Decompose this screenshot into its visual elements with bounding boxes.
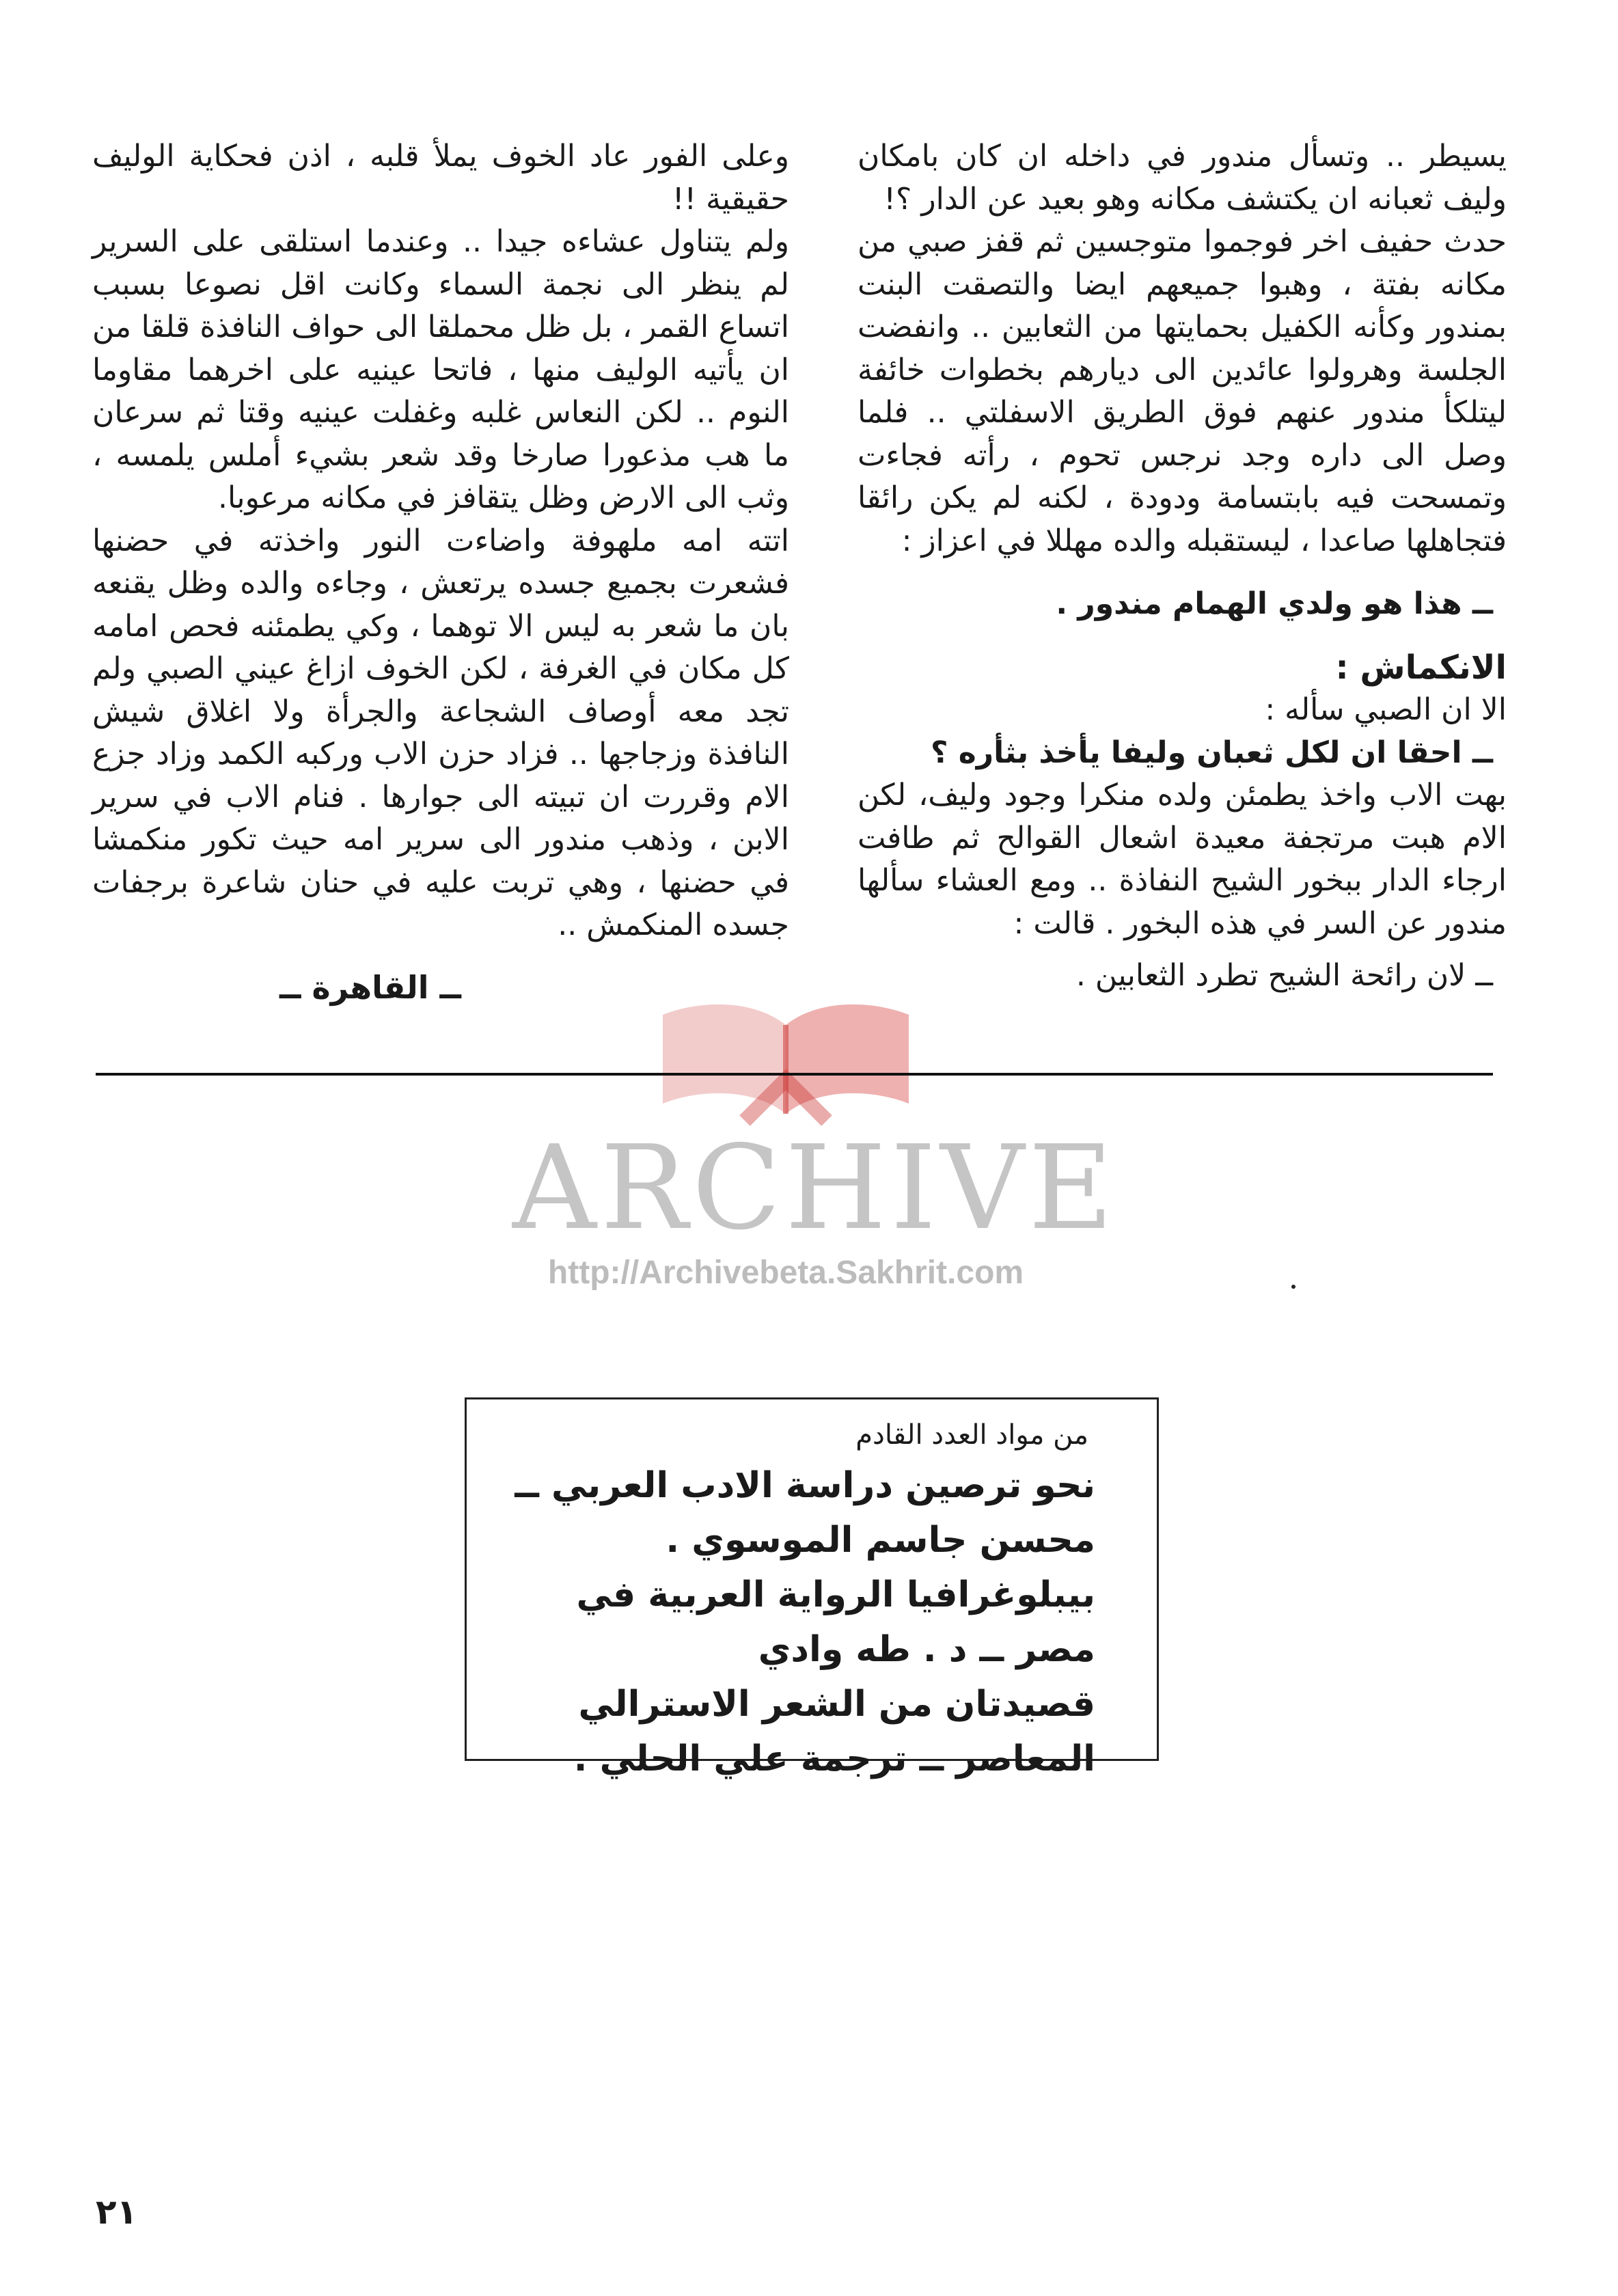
paragraph: ولم يتناول عشاءه جيدا .. وعندما استلقى على السرير لم ينظر الى نجمة السماء وكانت اقل نصوعا بسبب اتساع القمر ، بل ظل محملقا الى حواف النافذة قلقا من ان يأتيه الوليف منها ، فاتحا عينيه على اخرهما مقاوما النوم .. لكن النعاس غلبه وغفلت عينيه وقتا ثم سرعان ما هب مذعورا صارخا وقد شعر بشيء أملس يلمسه ، وثب الى الارض وظل يتقافز في مكانه مرعوبا.	[92, 224, 789, 515]
archive-watermark	[478, 984, 1118, 1291]
paragraph: حدث حفيف اخر فوجموا متوجسين ثم قفز صبي من مكانه بفتة ، وهبوا جميعهم ايضا والتصقت البنت بمندور وكأنه الكفيل بحمايتها من الثعابين .. وانفضت الجلسة وهرولوا عائدين الى ديارهم بخطوات خائفة ليتلكأ مندور عنهم فوق الطريق الاسفلتي .. فلما وصل الى داره وجد نرجس تحوم ، رأته فجاءت وتمسحت فيه بابتسامة ودودة ، لكنه لم يكن رائقا فتجاهلها صاعدا ، ليستقبله والده مهللا في اعزاز :	[858, 224, 1507, 558]
book-logo-icon	[642, 984, 929, 1141]
next-issue-label: من مواد العدد القادم	[855, 1419, 1088, 1451]
paragraph: بهت الاب واخذ يطمئن ولده منكرا وجود وليف، لكن الام هبت مرتجفة معيدة اشعال القوالح ثم طافت ارجاء الدار ببخور الشيح النفاذة .. ومع العشاء سألها مندور عن السر في هذه البخور . قالت :	[858, 778, 1507, 941]
spacer	[858, 945, 1507, 955]
paragraph: وعلى الفور عاد الخوف يملأ قلبه ، اذن فحكاية الوليف حقيقية !!	[92, 139, 789, 217]
paragraph: اتته امه ملهوفة واضاءت النور واخذته في حضنها فشعرت بجميع جسده يرتعش ، وجاءه والده وظل يقنعه بان ما شعر به ليس الا توهما ، وكي يطمئنه فحص امامه كل مكان في الغرفة ، لكن الخوف ازاغ عيني الصبي ولم تجد معه أوصاف الشجاعة والجرأة ولا اغلاق شيش النافذة وزجاجها .. فزاد حزن الاب وركبه الكمد وزاد جزع الام وقررت ان تبيته الى جوارها . فنام الاب في سرير الابن ، وذهب مندور الى سرير امه حيث تكور منكمشا في حضنها ، وهي تربت عليه في حنان شاعرة برجفات جسده المنكمش ..	[92, 523, 789, 942]
signature-location: ــ القاهرة ــ	[279, 969, 461, 1006]
right-column	[858, 135, 1507, 998]
spacer	[858, 626, 1507, 646]
paragraph: يسيطر .. وتسأل مندور في داخله ان كان بامكان وليف ثعبانه ان يكتشف مكانه وهو بعيد عن الدار ؟!	[858, 139, 1507, 217]
next-issue-item: نحو ترصين دراسة الادب العربي ــ محسن جاسم الموسوي .	[515, 1465, 1095, 1561]
section-heading: الانكماش :	[1335, 648, 1507, 687]
dialogue-line: ــ هذا هو ولدي الهمام مندور .	[1056, 586, 1493, 621]
watermark-url: http://Archivebeta.Sakhrit.com	[547, 1255, 1024, 1291]
next-issue-item: بيبلوغرافيا الرواية العربية في مصر ــ د . طه وادي	[576, 1574, 1095, 1670]
watermark-title: ARCHIVE	[512, 1121, 1118, 1256]
next-issue-box	[465, 1397, 1159, 1779]
divider-rule	[96, 1073, 1493, 1076]
left-column	[92, 135, 789, 947]
paragraph: الا ان الصبي سأله :	[1265, 692, 1507, 727]
speck	[1291, 1285, 1295, 1289]
dialogue-line: ــ احقا ان لكل ثعبان وليفا يأخذ بثأره ؟	[930, 735, 1493, 770]
page-number: ٢١	[96, 2192, 138, 2232]
spacer	[858, 562, 1507, 583]
dialogue-line: ــ لان رائحة الشيح تطرد الثعابين .	[1075, 958, 1493, 993]
next-issue-item: قصيدتان من الشعر الاسترالي المعاصر ــ ترجمة علي الحلي .	[573, 1684, 1095, 1779]
